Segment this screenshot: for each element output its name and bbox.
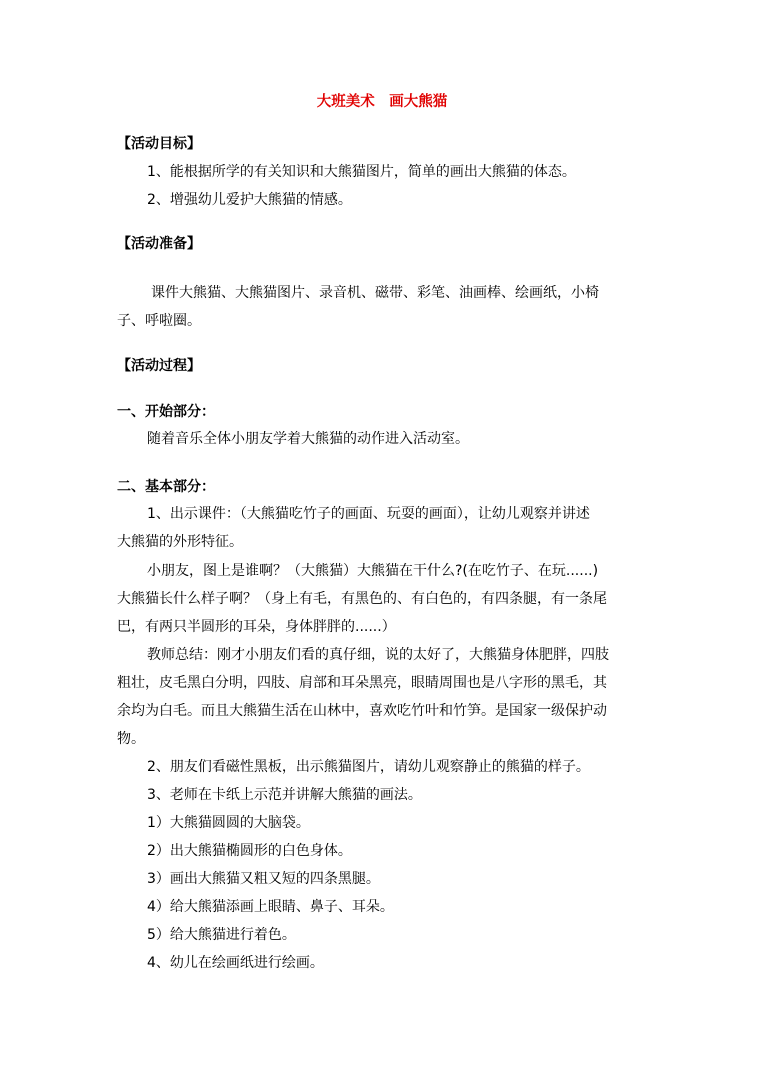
summary-line-3: 余均为白毛。而且大熊猫生活在山林中，喜欢吃竹叶和竹笋。是国家一级保护动 bbox=[117, 703, 607, 719]
question-line-1: 小朋友，图上是谁啊？（大熊猫）大熊猫在干什么?(在吃竹子、在玩......) bbox=[147, 563, 599, 579]
part2-heading: 二、基本部分： bbox=[117, 479, 215, 495]
drawing-step-4: 4）给大熊猫添画上眼睛、鼻子、耳朵。 bbox=[147, 899, 394, 915]
part1-text: 随着音乐全体小朋友学着大熊猫的动作进入活动室。 bbox=[147, 431, 469, 447]
drawing-step-3: 3）画出大熊猫又粗又短的四条黑腿。 bbox=[147, 871, 380, 887]
drawing-step-5: 5）给大熊猫进行着色。 bbox=[147, 927, 296, 943]
part2-item-2: 2、朋友们看磁性黑板，出示熊猫图片，请幼儿观察静止的熊猫的样子。 bbox=[147, 759, 590, 775]
drawing-step-1: 1）大熊猫圆圆的大脑袋。 bbox=[147, 815, 310, 831]
prep-heading: 【活动准备】 bbox=[117, 236, 201, 252]
question-line-2: 大熊猫长什么样子啊？（身上有毛，有黑色的、有白色的，有四条腿，有一条尾 bbox=[117, 591, 607, 607]
part2-item-1-line-2: 大熊猫的外形特征。 bbox=[117, 534, 243, 550]
part2-item-1-line-1: 1、出示课件：（大熊猫吃竹子的画面、玩耍的画面），让幼儿观察并讲述 bbox=[147, 506, 590, 522]
summary-line-2: 粗壮，皮毛黑白分明，四肢、肩部和耳朵黑亮，眼睛周围也是八字形的黑毛，其 bbox=[117, 675, 607, 691]
goal-item-1: 1、能根据所学的有关知识和大熊猫图片，简单的画出大熊猫的体态。 bbox=[147, 164, 576, 180]
drawing-step-2: 2）出大熊猫椭圆形的白色身体。 bbox=[147, 843, 352, 859]
summary-line-4: 物。 bbox=[117, 731, 145, 747]
process-heading: 【活动过程】 bbox=[117, 358, 201, 374]
part2-item-4: 4、幼儿在绘画纸进行绘画。 bbox=[147, 955, 324, 971]
document-title: 大班美术 画大熊猫 bbox=[316, 94, 448, 110]
part1-heading: 一、开始部分： bbox=[117, 404, 215, 420]
summary-line-1: 教师总结：刚才小朋友们看的真仔细，说的太好了，大熊猫身体肥胖，四肢 bbox=[147, 647, 609, 663]
part2-item-3: 3、老师在卡纸上示范并讲解大熊猫的画法。 bbox=[147, 787, 422, 803]
goal-heading: 【活动目标】 bbox=[117, 136, 201, 152]
goal-item-2: 2、增强幼儿爱护大熊猫的情感。 bbox=[147, 192, 352, 208]
question-line-3: 巴，有两只半圆形的耳朵，身体胖胖的......） bbox=[117, 619, 396, 635]
prep-line-1: 课件大熊猫、大熊猫图片、录音机、磁带、彩笔、油画棒、绘画纸，小椅 bbox=[151, 285, 599, 301]
prep-line-2: 子、呼啦圈。 bbox=[117, 313, 201, 329]
